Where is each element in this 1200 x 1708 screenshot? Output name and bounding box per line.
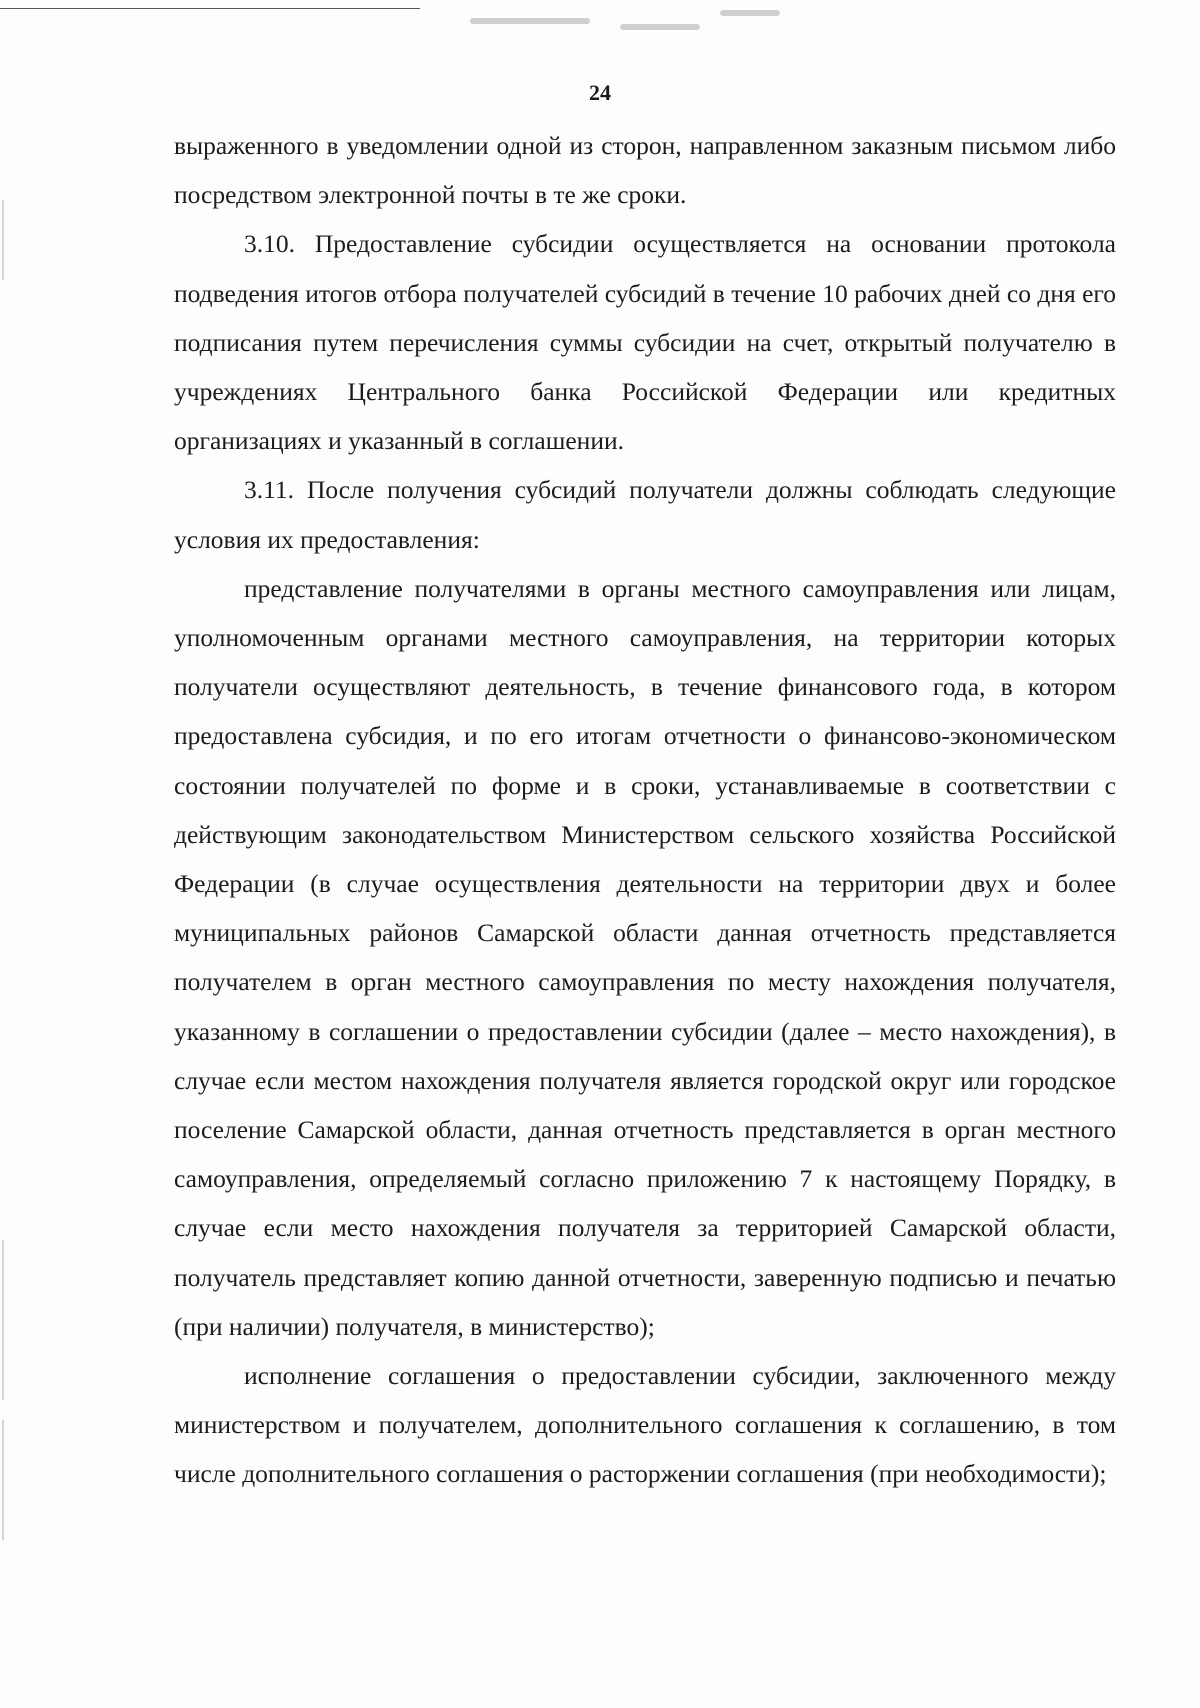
scan-artifact-smudge — [620, 24, 700, 30]
scan-artifact-edge — [2, 1240, 4, 1400]
paragraph-agreement-condition: исполнение соглашения о предоставлении субсидии, заключенного между министерством и получателем, дополнительного соглашения к соглашению, в том числе дополнительного соглашения о расторжении соглашения (при необходимости); — [174, 1361, 1116, 1489]
scan-artifact-line — [0, 8, 420, 9]
paragraph-3-10: 3.10. Предоставление субсидии осуществляется на основании протокола подведения итогов отбора получателей субсидий в течение 10 рабочих дней со дня его подписания путем перечисления суммы субсидии на счет, открытый получателю в учреждениях Центрального банка Российской Федерации или кредитных организациях и указанный в соглашении. — [174, 229, 1116, 456]
page-number: 24 — [589, 80, 611, 105]
paragraph-reporting-condition: представление получателями в органы местного самоуправления или лицам, уполномоченным органами местного самоуправления, на территории которых получатели осуществляют деятельность, в течение финансового года, в котором предоставлена субсидия, и по его итогам отчетности о финансово-экономическом состоянии получателей по форме и в сроки, устанавливаемые в соответствии с действующим законодательством Министерством сельского хозяйства Российской Федерации (в случае осуществления деятельности на территории двух и более муниципальных районов Самарской области данная отчетность представляется получателем в орган местного самоуправления по месту нахождения получателя, указанному в соглашении о предоставлении субсидии (далее – место нахождения), в случае если местом нахождения получателя является городской округ или городское поселение Самарской области, данная отчетность представляется в орган местного самоуправления, определяемый согласно приложению 7 к настоящему Порядку, в случае если место нахождения получателя за территорией Самарской области, получатель представляет копию данной отчетности, заверенную подписью и печатью (при наличии) получателя, в министерство); — [174, 573, 1116, 1341]
scan-artifact-smudge — [470, 18, 590, 24]
paragraph-3-11: 3.11. После получения субсидий получатели должны соблюдать следующие условия их предоставления: — [174, 475, 1116, 554]
document-body — [174, 121, 1116, 1499]
scan-artifact-smudge — [720, 10, 780, 16]
scan-artifact-edge — [2, 1420, 4, 1540]
paragraph-continued: выраженного в уведомлении одной из сторон, направленном заказным письмом либо посредством электронной почты в те же сроки. — [174, 131, 1116, 210]
scan-artifact-edge — [2, 200, 4, 280]
